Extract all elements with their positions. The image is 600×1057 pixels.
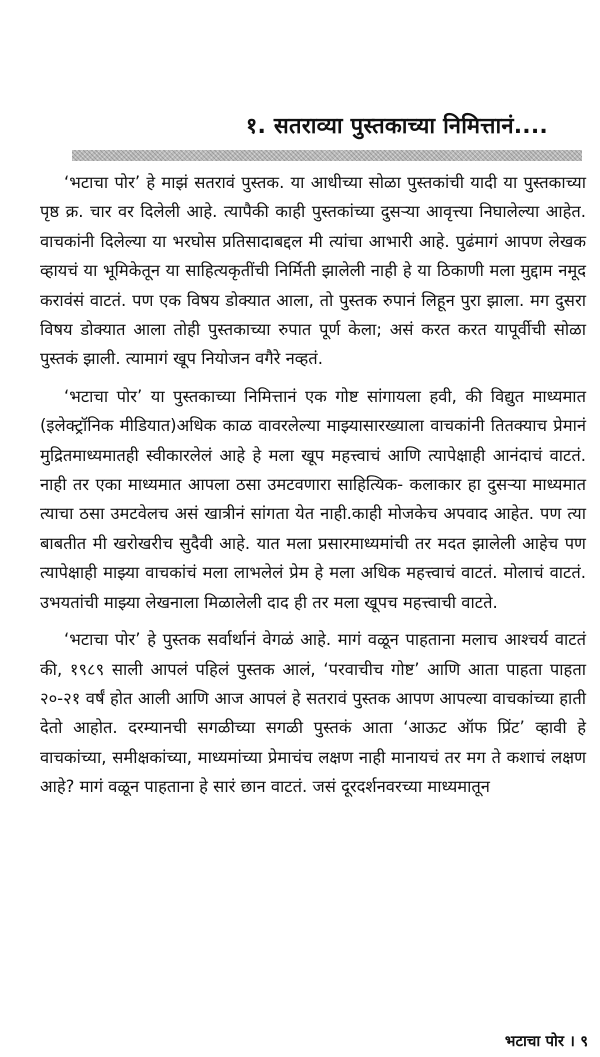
title-divider bbox=[72, 150, 582, 161]
chapter-title: १. सतराव्या पुस्तकाच्या निमित्तानं.... bbox=[245, 114, 548, 139]
paragraph-1: ‘भटाचा पोर’ हे माझं सतरावं पुस्तक. या आधीच्या सोळा पुस्तकांची यादी या पुस्तकाच्या पृष्ठ क्र. चार वर दिलेली आहे. त्यापैकी काही पुस्तकांच्या दुसऱ्या आवृत्त्या निघालेल्या आहेत. वाचकांनी दिलेल्या या भरघोस प्रतिसादाबद्दल मी त्यांचा आभारी आहे. पुढंमागं आपण लेखक व्हायचं या भूमिकेतून या साहित्यकृतींची निर्मिती झालेली नाही हे या ठिकाणी मला मुद्दाम नमूद करावंसं वाटतं. पण एक विषय डोक्यात आला, तो पुस्तक रुपानं लिहून पुरा झाला. मग दुसरा विषय डोक्यात आला तोही पुस्तकाच्या रुपात पूर्ण केला; असं करत करत यापूर्वीची सोळा पुस्तकं झाली. त्यामागं खूप नियोजन वगैरे नव्हतं. bbox=[40, 173, 586, 369]
page-footer: भटाचा पोर । ९ bbox=[504, 1032, 588, 1050]
body-text bbox=[40, 168, 586, 802]
paragraph-3: ‘भटाचा पोर’ हे पुस्तक सर्वार्थानं वेगळं आहे. मागं वळून पाहताना मलाच आश्चर्य वाटतं की, १९८९ साली आपलं पहिलं पुस्तक आलं, ‘परवाचीच गोष्ट’ आणि आता पाहता पाहता २०-२१ वर्षं होत आली आणि आज आपलं हे सतरावं पुस्तक आपण आपल्या वाचकांच्या हाती देतो आहोत. दरम्यानची सगळीच्या सगळी पुस्तकं आता ‘आऊट ऑफ प्रिंट’ व्हावी हे वाचकांच्या, समीक्षकांच्या, माध्यमांच्या प्रेमाचंच लक्षण नाही मानायचं तर मग ते कशाचं लक्षण आहे? मागं वळून पाहताना हे सारं छान वाटतं. जसं दूरदर्शनवरच्या माध्यमातून bbox=[40, 630, 586, 797]
paragraph-2: ‘भटाचा पोर’ या पुस्तकाच्या निमित्तानं एक गोष्ट सांगायला हवी, की विद्युत माध्यमात (इलेक्ट्रॉनिक मीडियात)अधिक काळ वावरलेल्या माझ्यासारख्याला वाचकांनी तितक्याच प्रेमानं मुद्रितमाध्यमातही स्वीकारलेलं आहे हे मला खूप महत्त्वाचं आणि त्यापेक्षाही आनंदाचं वाटतं. नाही तर एका माध्यमात आपला ठसा उमटवणारा साहित्यिक- कलाकार हा दुसऱ्या माध्यमात त्याचा ठसा उमटवेलच असं खात्रीनं सांगता येत नाही.काही मोजकेच अपवाद आहेत. पण त्या बाबतीत मी खरोखरीच सुदैवी आहे. यात मला प्रसारमाध्यमांची तर मदत झालेली आहेच पण त्यापेक्षाही माझ्या वाचकांचं मला लाभलेलं प्रेम हे मला अधिक महत्त्वाचं वाटतं. मोलाचं वाटतं. उभयतांची माझ्या लेखनाला मिळालेली दाद ही तर मला खूपच महत्त्वाची वाटते. bbox=[40, 386, 586, 612]
